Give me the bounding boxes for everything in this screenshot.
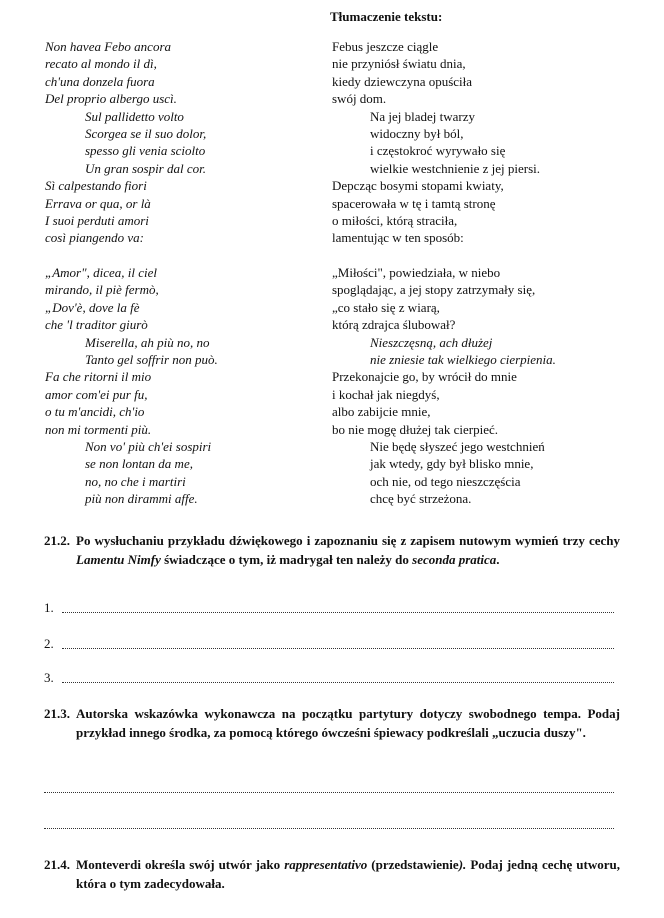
- question-21-2: [44, 531, 620, 569]
- italian-verse-line: „Dov'è, dove la fè: [45, 299, 140, 315]
- italian-verse-line: non mi tormenti più.: [45, 421, 152, 437]
- answer-line-b[interactable]: [44, 816, 614, 832]
- italian-verse-line: no, no che i martiri: [85, 473, 186, 489]
- polish-verse-line: lamentując w ten sposób:: [332, 230, 464, 246]
- italian-verse-line: Del proprio albergo uscì.: [45, 91, 177, 107]
- question-text: Autorska wskazówka wykonawcza na początku partytury dotyczy swobodnego tempa. Podaj przykład innego środka, za pomocą którego ówcześni śpiewacy podkreślali „uczucia duszy".: [76, 706, 620, 740]
- italian-verse-line: mirando, il piè fermò,: [45, 282, 159, 298]
- stanza-gap: [332, 247, 632, 264]
- answer-line-2[interactable]: 2.: [44, 636, 614, 652]
- italian-verse-line: Non vo' più ch'ei sospiri: [85, 438, 212, 454]
- polish-verse-line: Na jej bladej twarzy: [370, 108, 476, 124]
- polish-verse-line: i częstokroć wyrywało się: [370, 143, 506, 159]
- polish-verse-line: Depcząc bosymi stopami kwiaty,: [332, 178, 504, 194]
- polish-verse-line: „Miłości", powiedziała, w niebo: [332, 265, 501, 281]
- italian-verse-line: Un gran sospir dal cor.: [85, 160, 206, 176]
- question-21-4: [44, 855, 620, 893]
- question-number: 21.4.: [44, 857, 70, 872]
- polish-verse-line: kiedy dziewczyna opuściła: [332, 73, 473, 89]
- polish-verse-line: swój dom.: [332, 91, 387, 107]
- question-text: Monteverdi określa swój utwór jako rappresentativo (przedstawienie). Podaj jedną cechę utworu, która o tym zadecydowała.: [76, 857, 620, 891]
- polish-verse-line: wielkie westchnienie z jej piersi.: [370, 160, 541, 176]
- polish-verse-line: nie zniesie tak wielkiego cierpienia.: [370, 352, 556, 368]
- question-text: Po wysłuchaniu przykładu dźwiękowego i zapoznaniu się z zapisem nutowym wymień trzy cechy Lamentu Nimfy świadczące o tym, iż madrygał ten należy do seconda pratica.: [76, 533, 620, 567]
- polish-verse-line: „co stało się z wiarą,: [332, 299, 440, 315]
- question-number: 21.3.: [44, 706, 70, 721]
- question-number: 21.2.: [44, 533, 70, 548]
- italian-verse-line: Fa che ritorni il mio: [45, 369, 152, 385]
- italian-verse-line: amor com'ei pur fu,: [45, 386, 148, 402]
- polish-verse-line: spacerowała w tę i tamtą stronę: [332, 195, 496, 211]
- italian-verse-line: così piangendo va:: [45, 230, 144, 246]
- answer-line-3[interactable]: 3.: [44, 670, 614, 686]
- polish-verse-line: i kochał jak niegdyś,: [332, 386, 440, 402]
- answer-line-a[interactable]: [44, 780, 614, 796]
- italian-verse-line: „Amor", dicea, il ciel: [45, 265, 157, 281]
- italian-verse-line: I suoi perduti amori: [45, 212, 149, 228]
- italian-verse-line: ch'una donzela fuora: [45, 73, 155, 89]
- italian-verse-line: Sul pallidetto volto: [85, 108, 184, 124]
- italian-verse-line: Miserella, ah più no, no: [85, 334, 210, 350]
- polish-translation: [332, 38, 632, 508]
- polish-verse-line: widoczny był ból,: [370, 125, 464, 141]
- polish-verse-line: Nieszczęsną, ach dłużej: [370, 334, 493, 350]
- italian-verse-line: spesso gli venia sciolto: [85, 143, 206, 159]
- polish-verse-line: którą zdrajca ślubował?: [332, 317, 456, 333]
- italian-verse-line: Scorgea se il suo dolor,: [85, 125, 207, 141]
- polish-verse-line: och nie, od tego nieszczęścia: [370, 473, 521, 489]
- polish-verse-line: Przekonajcie go, by wrócił do mnie: [332, 369, 517, 385]
- polish-verse-line: o miłości, którą straciła,: [332, 212, 458, 228]
- question-21-3: [44, 704, 620, 742]
- translation-title: Tłumaczenie tekstu:: [330, 9, 443, 24]
- italian-verse-line: Sì calpestando fiori: [45, 178, 147, 194]
- italian-verse-line: recato al mondo il dì,: [45, 56, 157, 72]
- polish-verse-line: nie przyniósł światu dnia,: [332, 56, 466, 72]
- italian-verse-line: o tu m'ancidi, ch'io: [45, 404, 145, 420]
- polish-verse-line: spoglądając, a jej stopy zatrzymały się,: [332, 282, 536, 298]
- italian-verse-line: Errava or qua, or là: [45, 195, 151, 211]
- answer-line-1[interactable]: 1.: [44, 600, 614, 616]
- polish-verse-line: albo zabijcie mnie,: [332, 404, 431, 420]
- polish-verse-line: jak wtedy, gdy był blisko mnie,: [370, 456, 534, 472]
- italian-verse-line: se non lontan da me,: [85, 456, 193, 472]
- polish-verse-line: chcę być strzeżona.: [370, 491, 472, 507]
- italian-verse-line: più non dirammi affe.: [85, 491, 198, 507]
- polish-verse-line: Febus jeszcze ciągle: [332, 39, 439, 54]
- italian-lyrics: [45, 38, 315, 508]
- italian-verse-line: che 'l traditor giurò: [45, 317, 148, 333]
- italian-verse-line: Non havea Febo ancora: [45, 39, 172, 54]
- stanza-gap: [45, 247, 315, 264]
- polish-verse-line: bo nie mogę dłużej tak cierpieć.: [332, 421, 499, 437]
- italian-verse-line: Tanto gel soffrir non può.: [85, 352, 218, 368]
- polish-verse-line: Nie będę słyszeć jego westchnień: [370, 438, 545, 454]
